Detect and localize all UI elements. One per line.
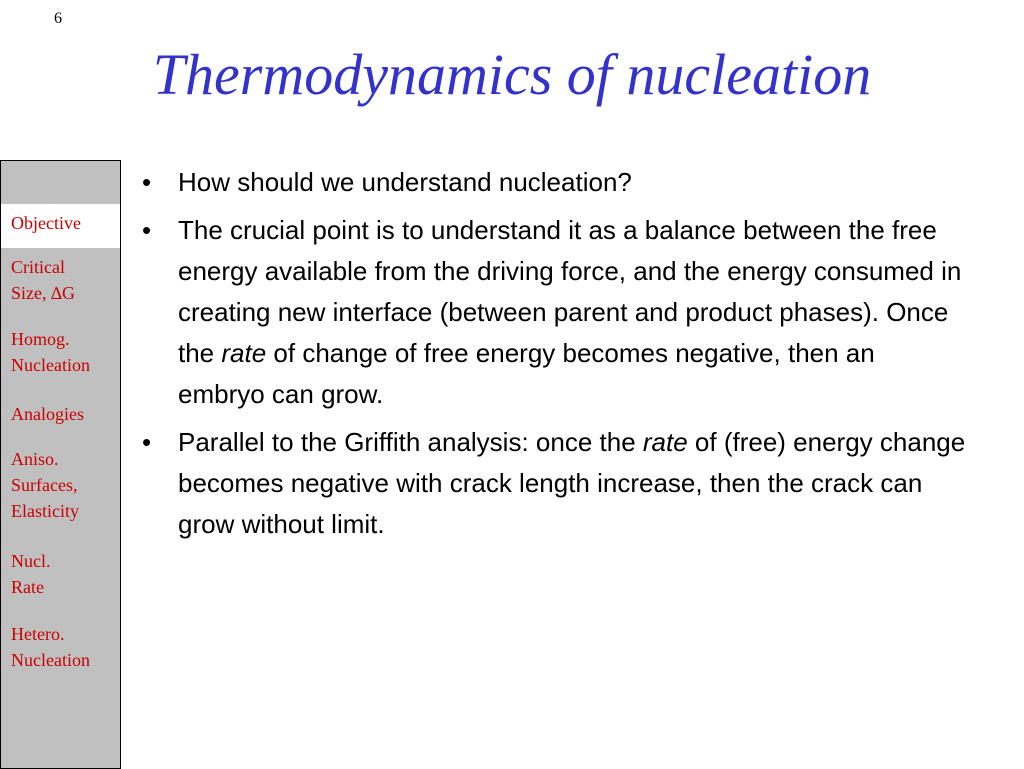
- emphasis-rate: rate: [642, 427, 688, 457]
- sidebar-item-label: Nucleation: [11, 650, 90, 670]
- sidebar-item-label: Objective: [11, 213, 81, 233]
- sidebar-item-label: Aniso.: [11, 449, 59, 469]
- sidebar-item-nucl-rate[interactable]: [11, 548, 51, 600]
- bullet-dot-icon: •: [142, 167, 152, 197]
- emphasis-rate: rate: [221, 338, 267, 368]
- bullet-text: of change of free energy becomes negative, then an embryo can grow.: [178, 338, 875, 409]
- sidebar-nav: [0, 160, 121, 769]
- sidebar-item-analogies[interactable]: [11, 401, 84, 427]
- sidebar-item-label: Nucleation: [11, 355, 90, 375]
- bullet-dot-icon: •: [142, 215, 152, 245]
- sidebar-item-label: Hetero.: [11, 624, 65, 644]
- bullet-text: How should we understand nucleation?: [178, 167, 632, 197]
- sidebar-item-label: Homog.: [11, 329, 70, 349]
- bullet-list: [138, 162, 968, 552]
- bullet-item: [138, 422, 968, 545]
- sidebar-item-label: Surfaces,: [11, 475, 78, 495]
- slide-number: 6: [54, 10, 62, 27]
- sidebar-item-aniso-surfaces-elasticity[interactable]: [11, 446, 79, 524]
- bullet-text: Parallel to the Griffith analysis: once the: [178, 427, 643, 457]
- bullet-text: of (free) energy change becomes negative with crack length increase, then the crack can grow without limit.: [178, 427, 966, 539]
- bullet-text: The crucial point is to understand it as a balance between the free energy available from the driving force, and the energy consumed in creating new interface (between parent and product phases). Once the: [178, 215, 962, 368]
- sidebar-item-objective[interactable]: [1, 204, 120, 248]
- sidebar-item-label: Nucl.: [11, 551, 51, 571]
- bullet-item: [138, 210, 968, 415]
- sidebar-item-label: Rate: [11, 577, 44, 597]
- sidebar-item-label: Critical: [11, 257, 65, 277]
- sidebar-item-homog-nucleation[interactable]: [11, 326, 90, 378]
- sidebar-item-label: Analogies: [11, 404, 84, 424]
- sidebar-item-hetero-nucleation[interactable]: [11, 621, 90, 673]
- slide-title: Thermodynamics of nucleation: [152, 42, 872, 107]
- bullet-item: [138, 162, 968, 203]
- sidebar-item-label: Elasticity: [11, 501, 79, 521]
- sidebar-item-label: Size, ∆G: [11, 283, 76, 303]
- bullet-dot-icon: •: [142, 427, 152, 457]
- sidebar-item-critical-size[interactable]: [11, 254, 75, 306]
